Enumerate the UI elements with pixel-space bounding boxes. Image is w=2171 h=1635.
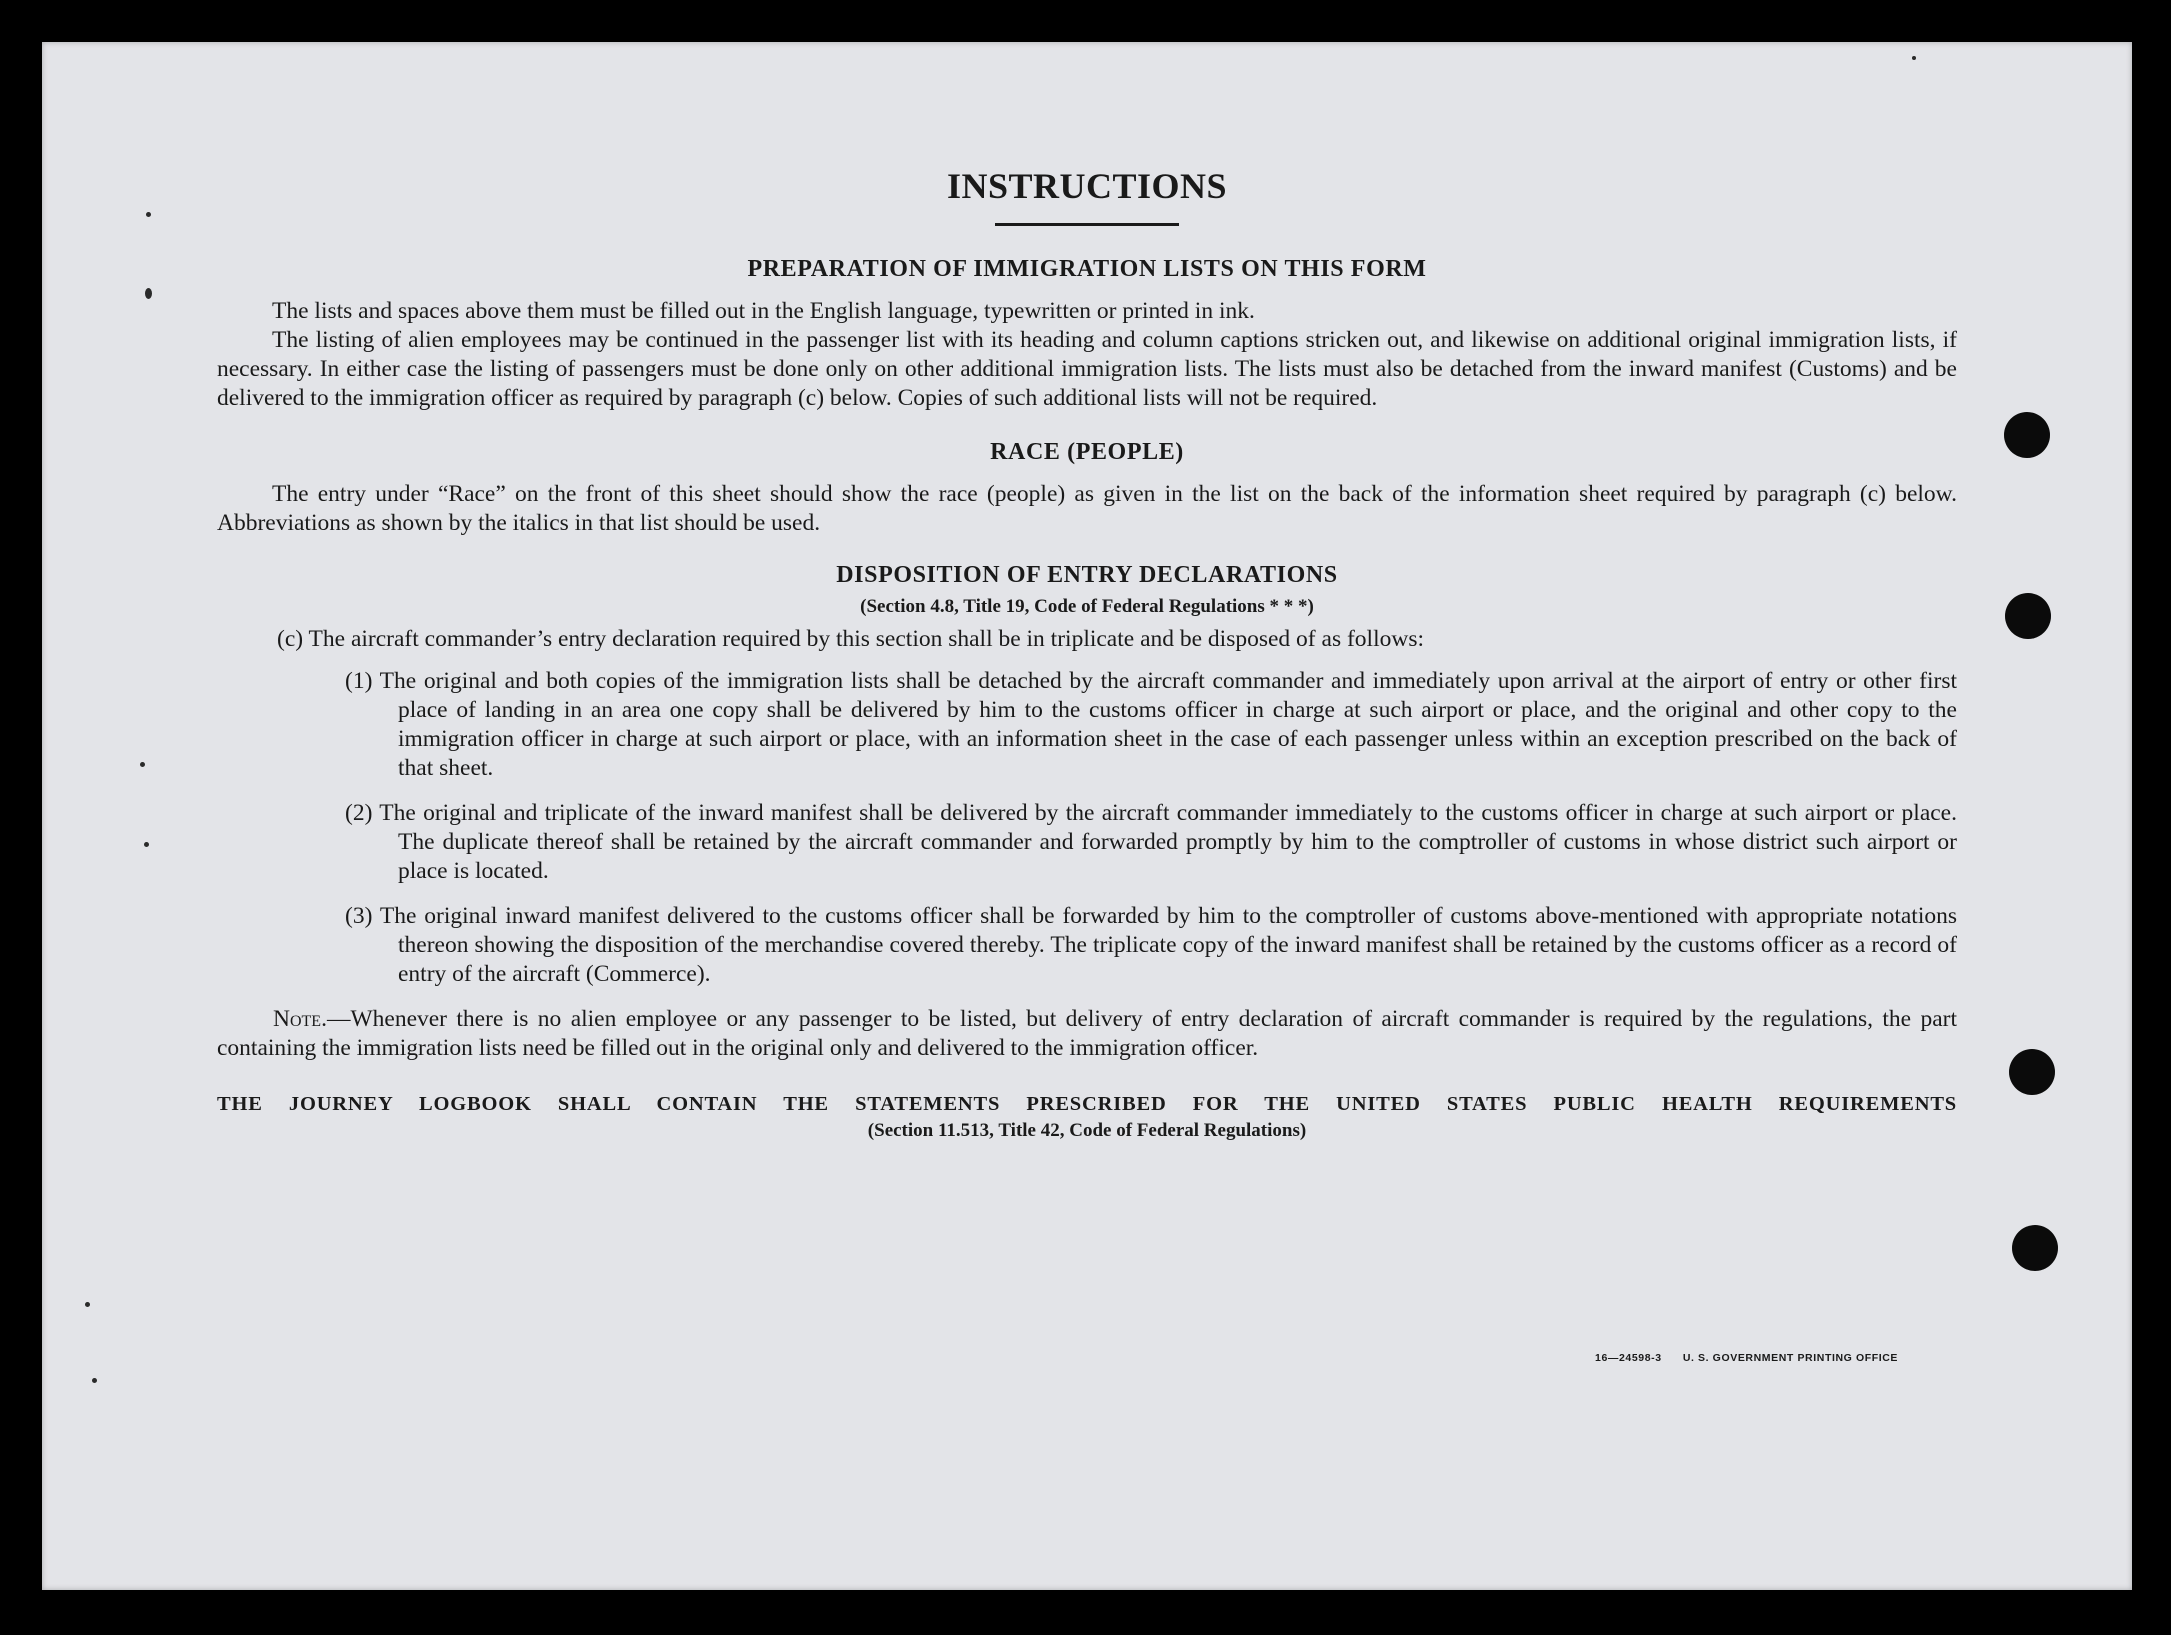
margin-speck [1912, 56, 1916, 60]
journey-logbook-statement: THE JOURNEY LOGBOOK SHALL CONTAIN THE STATEMENTS PRESCRIBED FOR THE UNITED STATES PUBLIC HEALTH REQUIREMENTS [217, 1093, 1957, 1115]
margin-speck [140, 762, 145, 767]
disposition-item: (3) The original inward manifest delivered to the customs officer shall be forwarded by him to the comptroller of customs above-mentioned with appropriate notations thereon showing the disposition of the merchandise covered thereby. The triplicate copy of the inward manifest shall be retained by the customs officer as a record of entry of the aircraft (Commerce). [345, 903, 1957, 987]
title-underline [995, 223, 1179, 226]
instructions-content [217, 120, 1957, 1142]
race-paragraph: The entry under “Race” on the front of this sheet should show the race (people) as given in the list on the back of the information sheet required by paragraph (c) below. Abbreviations as shown by the italics in that list should be used. [217, 481, 1957, 536]
margin-speck [144, 842, 149, 847]
page-title: INSTRUCTIONS [946, 166, 1228, 206]
preparation-heading: PREPARATION OF IMMIGRATION LISTS ON THIS FORM [747, 256, 1427, 282]
disposition-item: (1) The original and both copies of the immigration lists shall be detached by the aircraft commander and immediately upon arrival at the airport of entry or other first place of landing in an area one copy shall be delivered by him to the customs officer in charge at such airport or place, and the original and other copy to the immigration officer in charge at such airport or place, with an information sheet in the case of each passenger unless within an exception prescribed on the back of that sheet. [345, 668, 1957, 781]
punch-hole [2009, 1049, 2055, 1095]
margin-speck [85, 1302, 90, 1307]
race-heading: RACE (PEOPLE) [990, 439, 1184, 465]
printer-imprint [1595, 1352, 1898, 1364]
disposition-heading: DISPOSITION OF ENTRY DECLARATIONS [836, 562, 1338, 588]
note-paragraph [217, 1005, 1957, 1063]
punch-hole [2004, 412, 2050, 458]
preparation-paragraph: The listing of alien employees may be continued in the passenger list with its heading and column captions stricken out, and likewise on additional original immigration lists, if necessary. In either case the listing of passengers must be done only on other additional immigration lists. The lists must also be detached from the inward manifest (Customs) and be delivered to the immigration officer as required by paragraph (c) below. Copies of such additional lists will not be required. [217, 327, 1957, 411]
print-code: 16—24598-3 [1595, 1352, 1662, 1364]
document-sheet [42, 42, 2132, 1590]
margin-speck [92, 1378, 97, 1383]
punch-hole [2012, 1225, 2058, 1271]
margin-speck [146, 212, 151, 217]
note-text: —Whenever there is no alien employee or any passenger to be listed, but delivery of entry declaration of aircraft commander is required by the regulations, the part containing the immigration lists need be filled out in the original only and delivered to the immigration officer. [217, 1006, 1957, 1061]
disposition-citation: (Section 4.8, Title 19, Code of Federal Regulations * * *) [860, 596, 1314, 617]
punch-hole [2005, 593, 2051, 639]
paragraph-c: (c) The aircraft commander’s entry declaration required by this section shall be in triplicate and be disposed of as follows: [277, 626, 1424, 652]
disposition-item: (2) The original and triplicate of the inward manifest shall be delivered by the aircraft commander immediately to the customs officer in charge at such airport or place. The duplicate thereof shall be retained by the aircraft commander and forwarded promptly by him to the comptroller of customs in whose district such airport or place is located. [345, 800, 1957, 884]
journey-citation: (Section 11.513, Title 42, Code of Federal Regulations) [867, 1120, 1307, 1141]
note-label: Note. [273, 1006, 327, 1032]
preparation-paragraph: The lists and spaces above them must be filled out in the English language, typewritten or printed in ink. [272, 298, 1255, 324]
margin-speck [145, 288, 152, 299]
printer-name: U. S. GOVERNMENT PRINTING OFFICE [1682, 1352, 1899, 1364]
